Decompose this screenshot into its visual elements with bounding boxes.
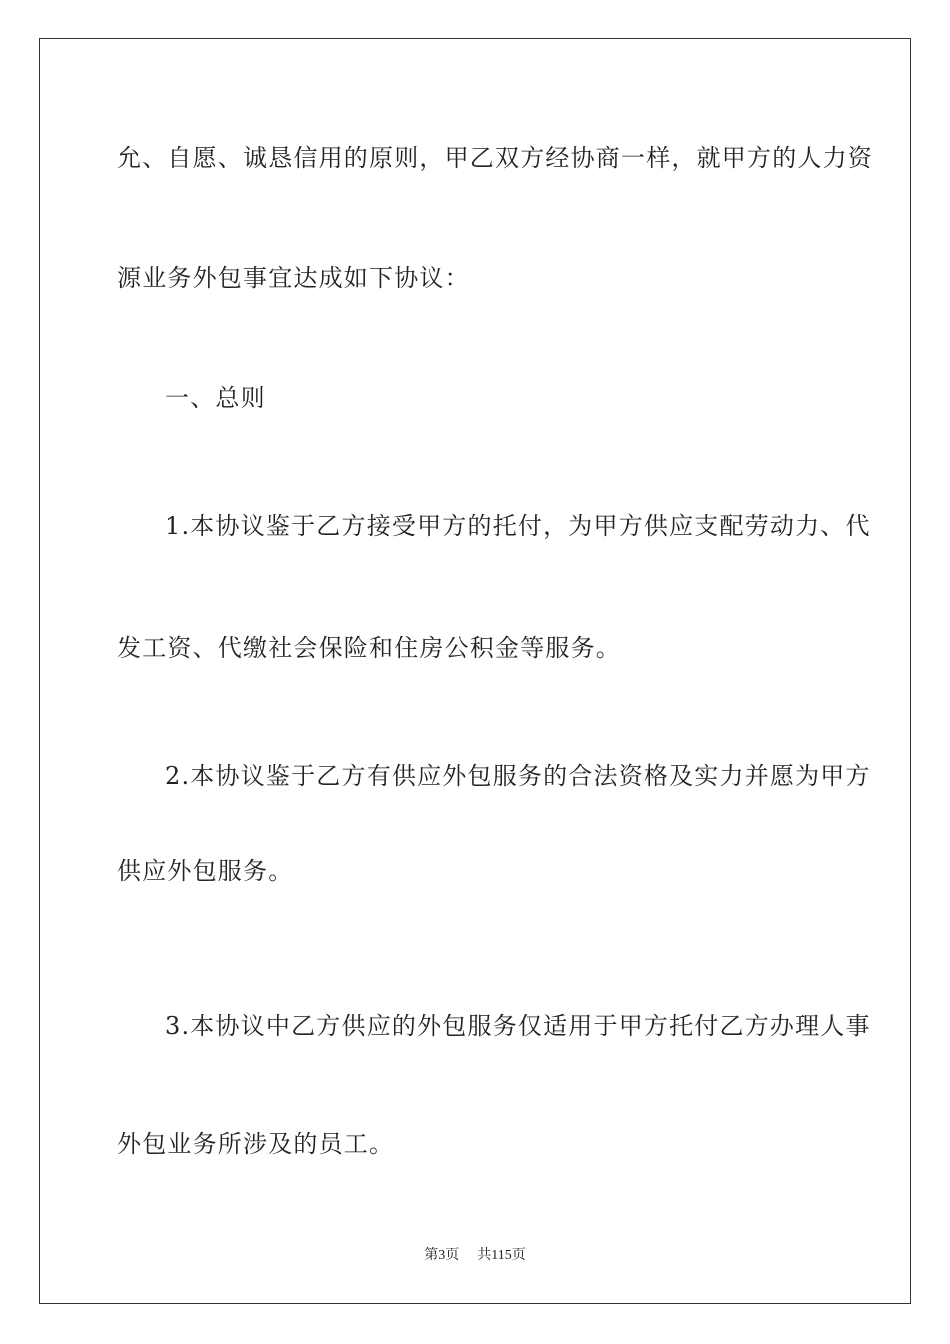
page-footer: [0, 1247, 950, 1265]
page-border: [39, 38, 911, 1304]
clause-1-line-1: 1.本协议鉴于乙方接受甲方的托付，为甲方供应支配劳动力、代: [165, 512, 871, 540]
body-line-2: 源业务外包事宜达成如下协议：: [117, 264, 470, 292]
clause-3-line-2: 外包业务所涉及的员工。: [117, 1130, 395, 1158]
page-number: 第3页: [424, 1248, 460, 1263]
page-total: 共115页: [477, 1248, 526, 1263]
body-line-1: 允、自愿、诚恳信用的原则，甲乙双方经协商一样，就甲方的人力资: [117, 144, 873, 172]
clause-2-line-1: 2.本协议鉴于乙方有供应外包服务的合法资格及实力并愿为甲方: [165, 762, 871, 790]
clause-3-line-1: 3.本协议中乙方供应的外包服务仅适用于甲方托付乙方办理人事: [165, 1012, 871, 1040]
clause-1-line-2: 发工资、代缴社会保险和住房公积金等服务。: [117, 634, 621, 662]
clause-2-line-2: 供应外包服务。: [117, 857, 294, 885]
section-heading: 一、总则: [165, 384, 266, 412]
